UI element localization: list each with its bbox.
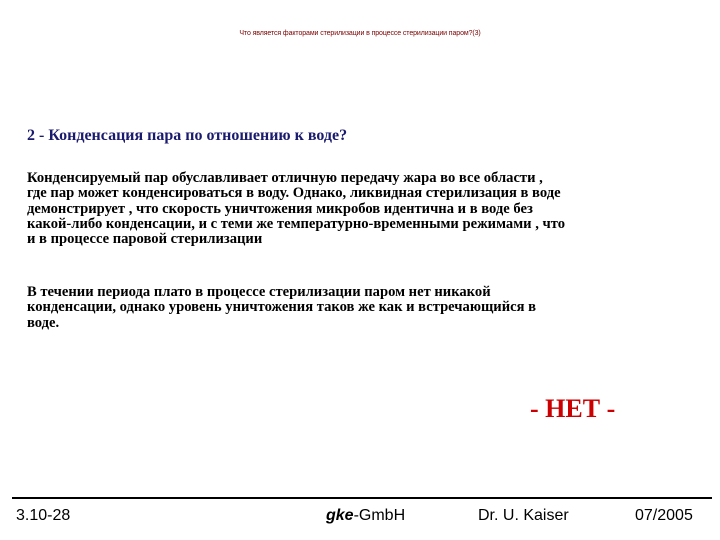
footer-company	[326, 507, 405, 525]
footer-company-suffix: -GmbH	[353, 507, 406, 524]
question-heading: 2 - Конденсация пара по отношению к воде?	[27, 127, 348, 144]
slide-header-title: Что является факторами стерилизации в процессе стерилизации паром?(3)	[239, 30, 481, 37]
paragraph-line: где пар может конденсироваться в воду. Однако, ликвидная стерилизация в воде	[27, 185, 561, 202]
plateau-paragraph	[27, 285, 707, 331]
answer-no: - НЕТ -	[530, 394, 616, 423]
paragraph-line: В течении периода плато в процессе стерилизации паром нет никакой	[27, 284, 491, 300]
footer-author: Dr. U. Kaiser	[478, 507, 569, 524]
footer-date: 07/2005	[635, 507, 693, 524]
paragraph-line: Конденсируемый пар обуславливает отличную передачу жара во все области ,	[27, 170, 543, 186]
explanation-paragraph	[27, 171, 707, 247]
footer-divider	[12, 497, 712, 499]
paragraph-line: какой-либо конденсации, и с теми же температурно-временными режимами , что	[27, 215, 566, 232]
paragraph-line: демонстрирует , что скорость уничтожения микробов идентична и в воде без	[27, 200, 533, 217]
footer-company-brand: gke	[326, 507, 354, 524]
paragraph-line: конденсации, однако уровень уничтожения таков же как и встречающийся в	[27, 299, 537, 316]
footer-slide-code: 3.10-28	[16, 507, 71, 524]
paragraph-line: воде.	[27, 314, 60, 331]
paragraph-line: и в процессе паровой стерилизации	[27, 231, 263, 248]
